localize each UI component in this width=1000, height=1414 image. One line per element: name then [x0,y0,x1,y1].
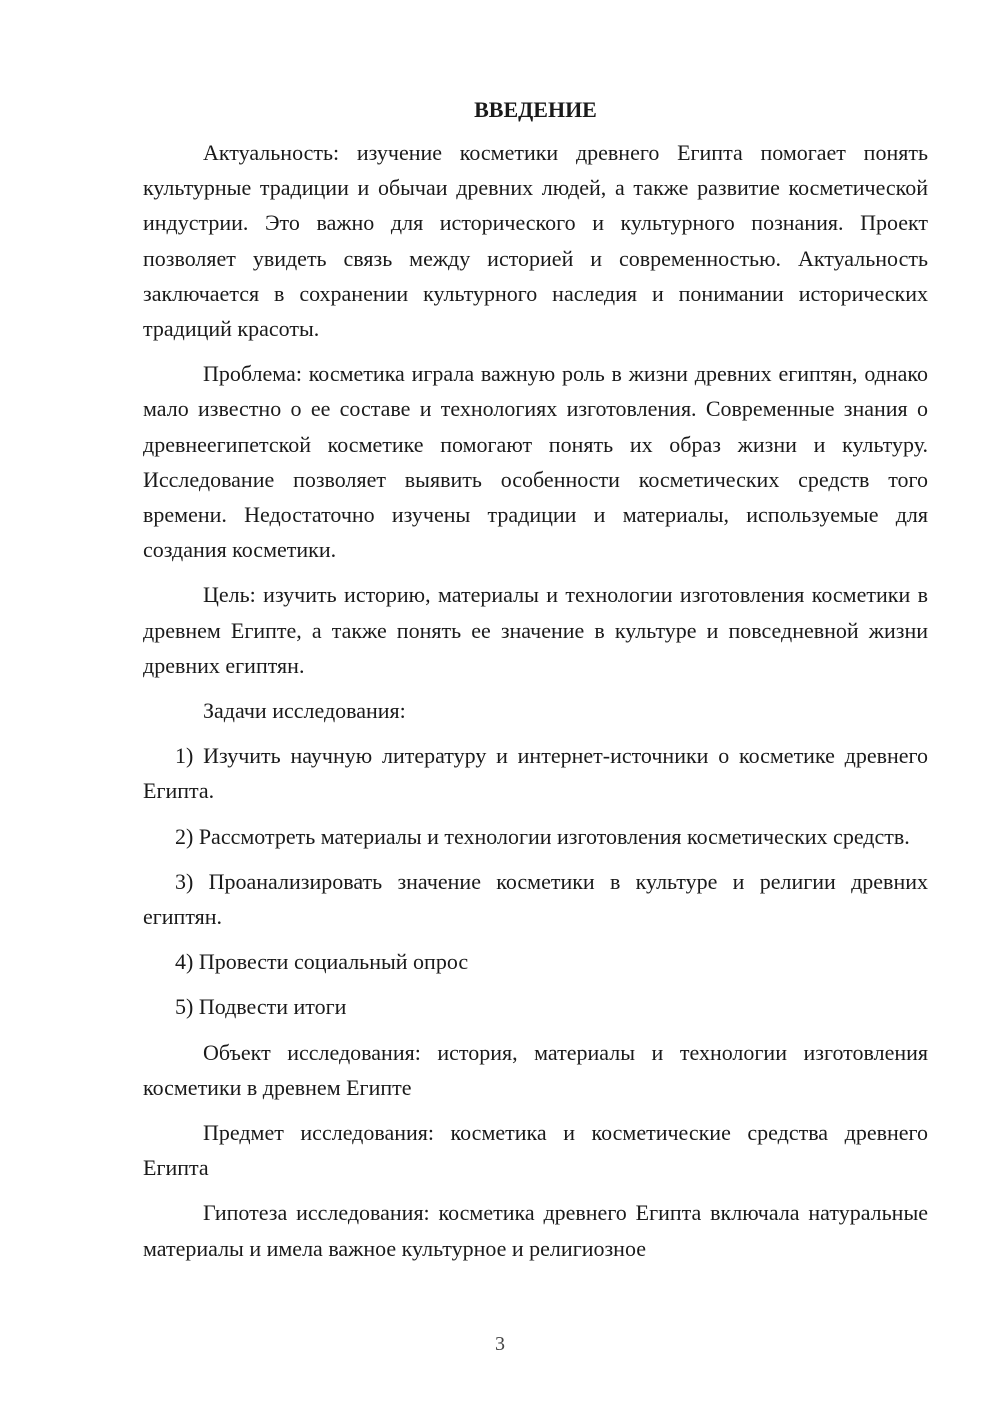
paragraph-hypothesis: Гипотеза исследования: косметика древнего Египта включала натуральные материалы и имела важное культурное и религиозное [143,1200,928,1261]
paragraph-goal: Цель: изучить историю, материалы и технологии изготовления косметики в древнем Египте, а также понять ее значение в культуре и повседневной жизни древних египтян. [143,582,928,678]
paragraph-problem: Проблема: косметика играла важную роль в жизни древних египтян, однако мало известно о ее составе и технологиях изготовления. Современные знания о древнеегипетской косметике помогают понять их образ жизни и культуру. Исследование позволяет выявить особенности косметических средств того времени. Недостаточно изучены традиции и материалы, используемые для создания косметики. [143,361,928,563]
section-heading: ВВЕДЕНИЕ [474,97,597,122]
task-item-2: 2) Рассмотреть материалы и технологии изготовления косметических средств. [175,823,910,849]
page-content [143,95,928,1276]
tasks-title: Задачи исследования: [203,698,406,724]
paragraph-relevance: Актуальность: изучение косметики древнего Египта помогает понять культурные традиции и обычаи древних людей, а также развитие косметической индустрии. Это важно для исторического и культурного познания. Проект позволяет увидеть связь между историей и современностью. Актуальность заключается в сохранении культурного наследия и понимании исторических традиций красоты. [143,140,928,342]
paragraph-subject: Предмет исследования: косметика и косметические средства древнего Египта [143,1120,928,1181]
paragraph-object: Объект исследования: история, материалы и технологии изготовления косметики в древнем Египте [143,1039,928,1100]
task-item-5: 5) Подвести итоги [175,994,347,1020]
task-item-1: 1) Изучить научную литературу и интернет-источники о косметике древнего Египта. [143,743,928,804]
task-item-4: 4) Провести социальный опрос [175,949,469,975]
task-item-3: 3) Проанализировать значение косметики в культуре и религии древних египтян. [143,868,928,930]
page-number: 3 [495,1333,505,1355]
